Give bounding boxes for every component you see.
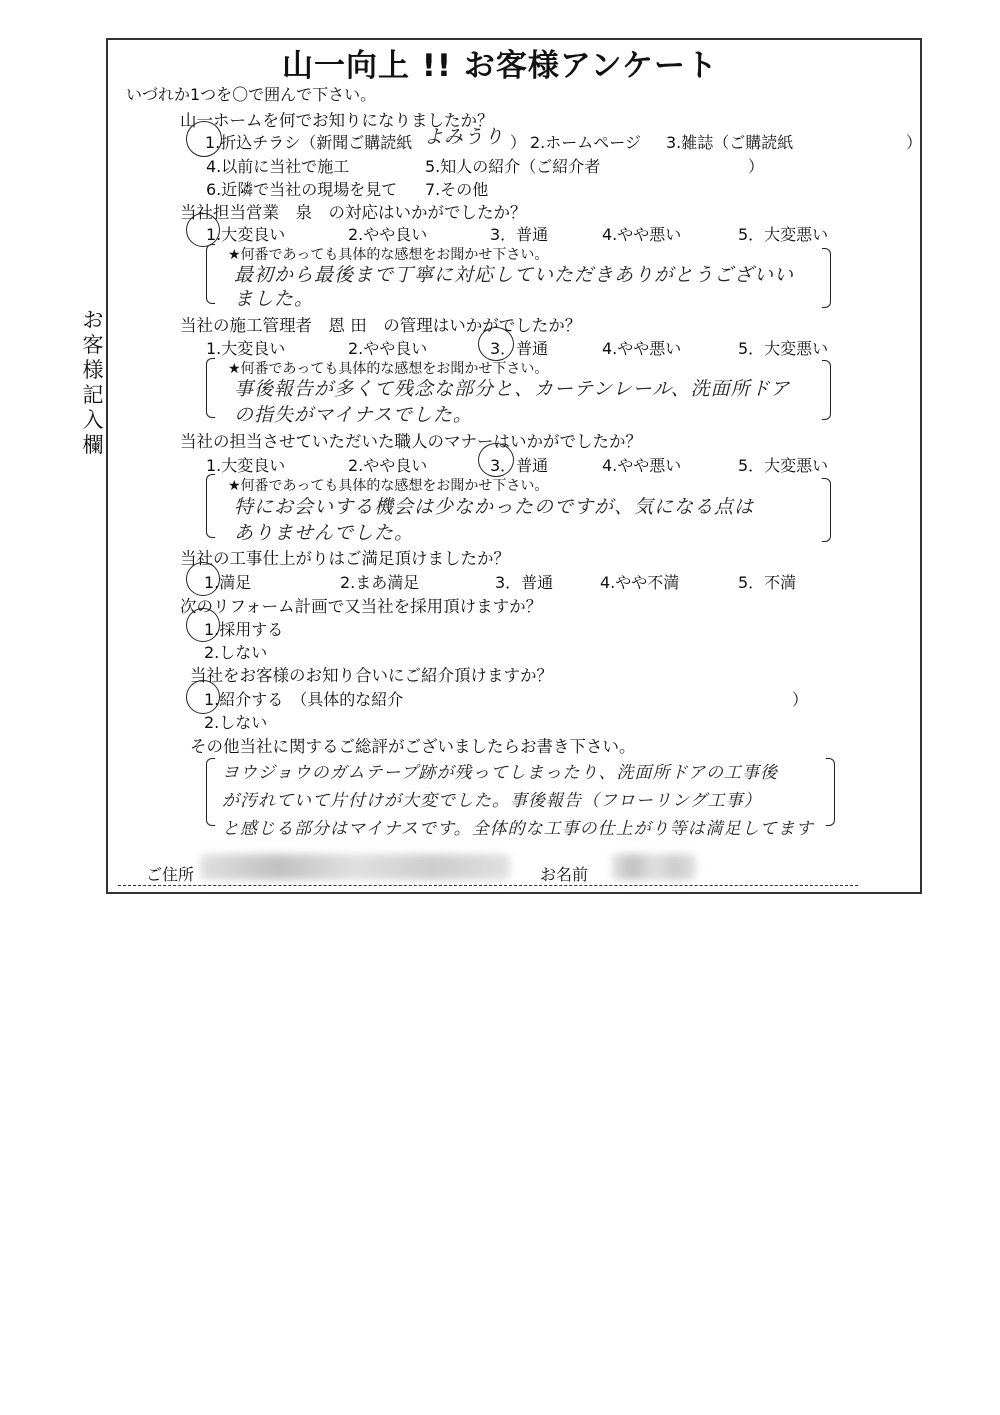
q3-option-5[interactable]: 5．大変悪い [738, 339, 829, 358]
q5-option-1[interactable]: 1.満足 [204, 573, 252, 592]
q2-option-3[interactable]: 3．普通 [490, 225, 549, 244]
q4-option-2[interactable]: 2.やや良い [348, 456, 428, 475]
comment-bracket-right [822, 478, 831, 542]
q2-option-4[interactable]: 4.やや悪い [602, 225, 682, 244]
q6-option-2[interactable]: 2.しない [204, 643, 268, 662]
q4-option-4[interactable]: 4.やや悪い [602, 456, 682, 475]
q6-question: 次のリフォーム計画で又当社を採用頂けますか？ [180, 597, 543, 616]
page-title: 山一向上 !! お客様アンケート [282, 48, 718, 84]
q4-question: 当社の担当させていただいた職人のマナーはいかがでしたか？ [180, 432, 642, 451]
q1-option-4[interactable]: 4.以前に当社で施工 [206, 157, 350, 176]
q5-option-3[interactable]: 3．普通 [495, 573, 554, 592]
q4-prompt: ★何番であっても具体的な感想をお聞かせ下さい。 [228, 478, 549, 494]
q7-option-1-close: ） [792, 690, 809, 709]
q2-option-2[interactable]: 2.やや良い [348, 225, 428, 244]
q2-option-1[interactable]: 1.大変良い [206, 225, 286, 244]
q1-option-1[interactable]: 1.折込チラシ（新聞ご購読紙 [205, 133, 413, 152]
q5-option-4[interactable]: 4.やや不満 [600, 573, 680, 592]
q3-comment-line-1: 事後報告が多くて残念な部分と、カーテンレール、洗面所ドア [234, 378, 791, 400]
comment-bracket-right [822, 248, 831, 308]
q7-question: 当社をお客様のお知り合いにご紹介頂けますか？ [190, 666, 553, 685]
q1-option-5[interactable]: 5.知人の紹介（ご紹介者 [425, 157, 601, 176]
q6-option-1[interactable]: 1.採用する [204, 620, 284, 639]
q2-option-5[interactable]: 5．大変悪い [738, 225, 829, 244]
q7-option-1[interactable]: 1.紹介する （具体的な紹介 [204, 690, 404, 709]
q1-option-6[interactable]: 6.近隣で当社の現場を見て [206, 180, 398, 199]
redacted-name [612, 854, 696, 880]
side-char: 客 [82, 333, 104, 357]
q1-option-5-close: ） [748, 157, 765, 176]
q2-comment-line-1: 最初から最後まで丁寧に対応していただきありがとうございい [234, 264, 795, 286]
instruction: いづれか1つを〇で囲んで下さい。 [126, 85, 377, 104]
q1-question: 山一ホームを何でお知りになりましたか？ [180, 111, 494, 130]
q7-option-2[interactable]: 2.しない [204, 713, 268, 732]
q4-option-3[interactable]: 3．普通 [490, 456, 549, 475]
side-label [80, 308, 106, 458]
q3-option-3[interactable]: 3．普通 [490, 339, 549, 358]
signature-line [118, 885, 858, 886]
q2-comment-line-2: ました。 [234, 288, 315, 310]
comment-bracket-left [206, 474, 215, 538]
comment-bracket-left [206, 358, 215, 418]
side-char: 欄 [82, 433, 104, 457]
side-char: 記 [82, 383, 104, 407]
q4-comment-line-2: ありませんでした。 [234, 522, 415, 544]
side-char: 様 [82, 358, 104, 382]
name-label: お名前 [540, 865, 589, 884]
q4-option-1[interactable]: 1.大変良い [206, 456, 286, 475]
q8-comment-line-3: と感じる部分はマイナスです。全体的な工事の仕上がり等は満足してます [222, 819, 814, 839]
q2-question: 当社担当営業 泉 の対応はいかがでしたか？ [180, 203, 527, 222]
q4-comment-line-1: 特にお会いする機会は少なかったのですが、気になる点は [234, 496, 755, 518]
q1-option-7[interactable]: 7.その他 [425, 180, 489, 199]
q8-comment-line-2: が汚れていて片付けが大変でした。事後報告（フローリング工事） [222, 791, 762, 811]
q5-option-5[interactable]: 5．不満 [738, 573, 797, 592]
q1-option-3-close: ） [906, 133, 923, 152]
q1-handwritten-newspaper: よみうり [424, 126, 505, 148]
side-char: 入 [82, 408, 104, 432]
comment-bracket-right [822, 360, 831, 420]
q4-option-5[interactable]: 5．大変悪い [738, 456, 829, 475]
redacted-address [200, 854, 510, 880]
comment-bracket-left [206, 244, 215, 304]
q1-option-2[interactable]: 2.ホームページ [530, 133, 641, 152]
q3-comment-line-2: の指失がマイナスでした。 [234, 404, 473, 426]
q3-option-4[interactable]: 4.やや悪い [602, 339, 682, 358]
q2-prompt: ★何番であっても具体的な感想をお聞かせ下さい。 [228, 247, 549, 263]
q5-option-2[interactable]: 2.まあ満足 [340, 573, 420, 592]
q8-question: その他当社に関するご総評がございましたらお書き下さい。 [190, 737, 636, 756]
q3-option-1[interactable]: 1.大変良い [206, 339, 286, 358]
q1-option-1-close: ） [510, 133, 527, 152]
q5-question: 当社の工事仕上がりはご満足頂けましたか？ [180, 549, 510, 568]
q1-option-3[interactable]: 3.雑誌（ご購読紙 [666, 133, 794, 152]
comment-bracket-right [826, 758, 835, 826]
address-label: ご住所 [146, 865, 195, 884]
q3-option-2[interactable]: 2.やや良い [348, 339, 428, 358]
side-char: お [82, 308, 104, 332]
q3-prompt: ★何番であっても具体的な感想をお聞かせ下さい。 [228, 361, 549, 377]
comment-bracket-left [206, 758, 215, 826]
q3-question: 当社の施工管理者 恩 田 の管理はいかがでしたか？ [180, 316, 582, 335]
q8-comment-line-1: ヨウジョウのガムテープ跡が残ってしまったり、洗面所ドアの工事後 [222, 763, 778, 783]
